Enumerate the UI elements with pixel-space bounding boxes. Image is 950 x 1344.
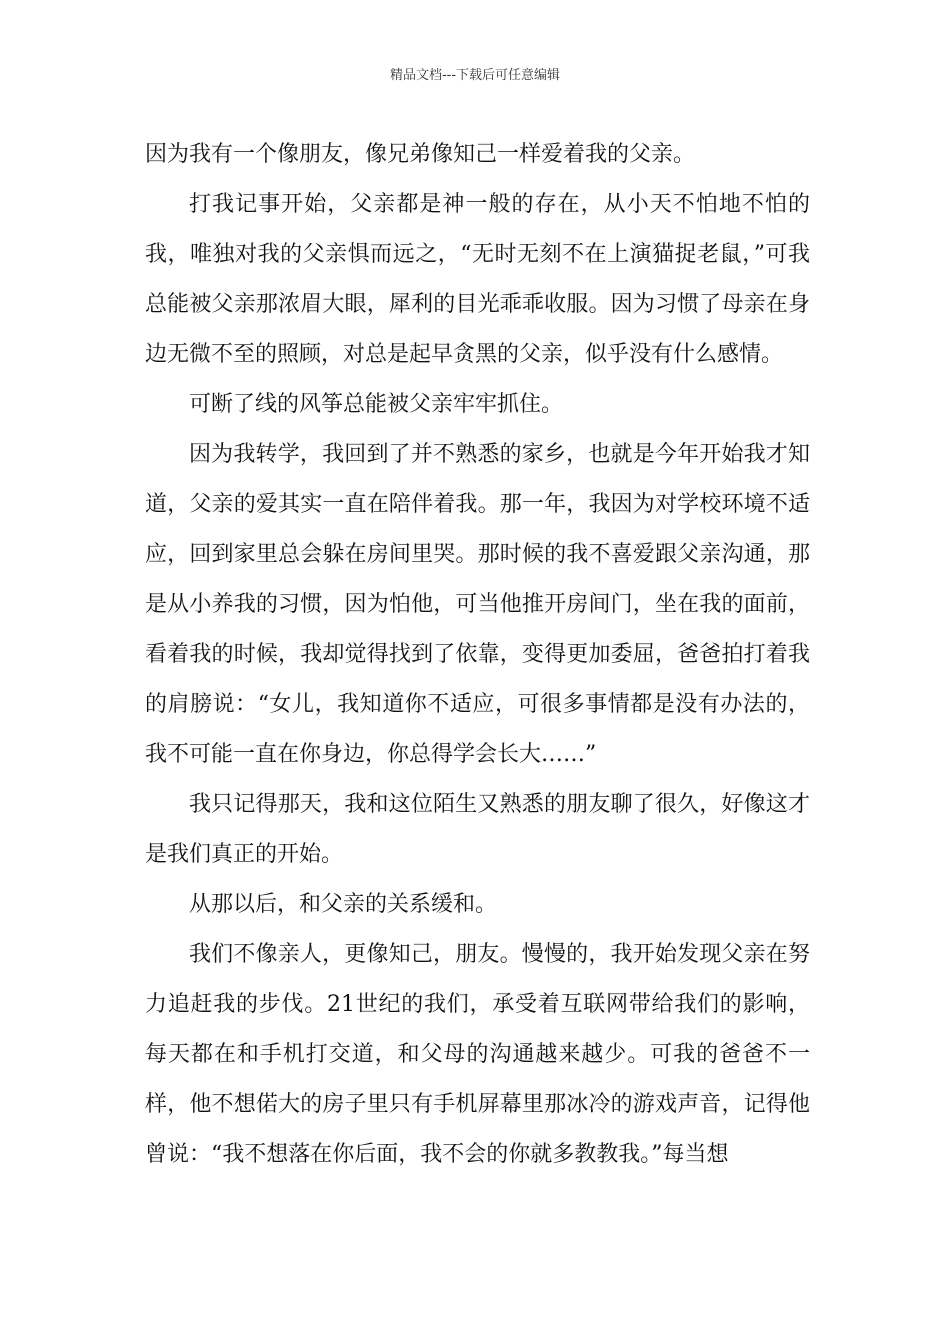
paragraph-4: 因为我转学，我回到了并不熟悉的家乡，也就是今年开始我才知道，父亲的爱其实一直在陪伴着我。那一年，我因为对学校环境不适应，回到家里总会躲在房间里哭。那时候的我不喜爱跟父亲沟通，那是从小养我的习惯，因为怕他，可当他推开房间门，坐在我的面前，看着我的时候，我却觉得找到了依靠，变得更加委屈，爸爸拍打着我的肩膀说：“女儿，我知道你不适应，可很多事情都是没有办法的，我不可能一直在你身边，你总得学会长大……”: [145, 442, 810, 767]
paragraph-6: 从那以后，和父亲的关系缓和。: [189, 892, 498, 917]
paragraph-7: 我们不像亲人，更像知己，朋友。慢慢的，我开始发现父亲在努力追赶我的步伐。21世纪的我们，承受着互联网带给我们的影响，每天都在和手机打交道，和父母的沟通越来越少。可我的爸爸不一样，他不想偌大的房子里只有手机屏幕里那冰冷的游戏声音，记得他曾说：“我不想落在你后面，我不会的你就多教教我。”每当想: [145, 942, 810, 1167]
page-header: 精品文档---下载后可任意编辑: [389, 68, 561, 83]
document-body: [145, 130, 810, 1180]
paragraph-2: 打我记事开始，父亲都是神一般的存在，从小天不怕地不怕的我，唯独对我的父亲惧而远之，“无时无刻不在上演猫捉老鼠，”可我总能被父亲那浓眉大眼，犀利的目光乖乖收服。因为习惯了母亲在身边无微不至的照顾，对总是起早贪黑的父亲，似乎没有什么感情。: [145, 192, 810, 367]
paragraph-5: 我只记得那天，我和这位陌生又熟悉的朋友聊了很久，好像这才是我们真正的开始。: [145, 792, 810, 867]
paragraph-1: 因为我有一个像朋友，像兄弟像知己一样爱着我的父亲。: [145, 142, 696, 167]
paragraph-3: 可断了线的风筝总能被父亲牢牢抓住。: [189, 392, 564, 417]
